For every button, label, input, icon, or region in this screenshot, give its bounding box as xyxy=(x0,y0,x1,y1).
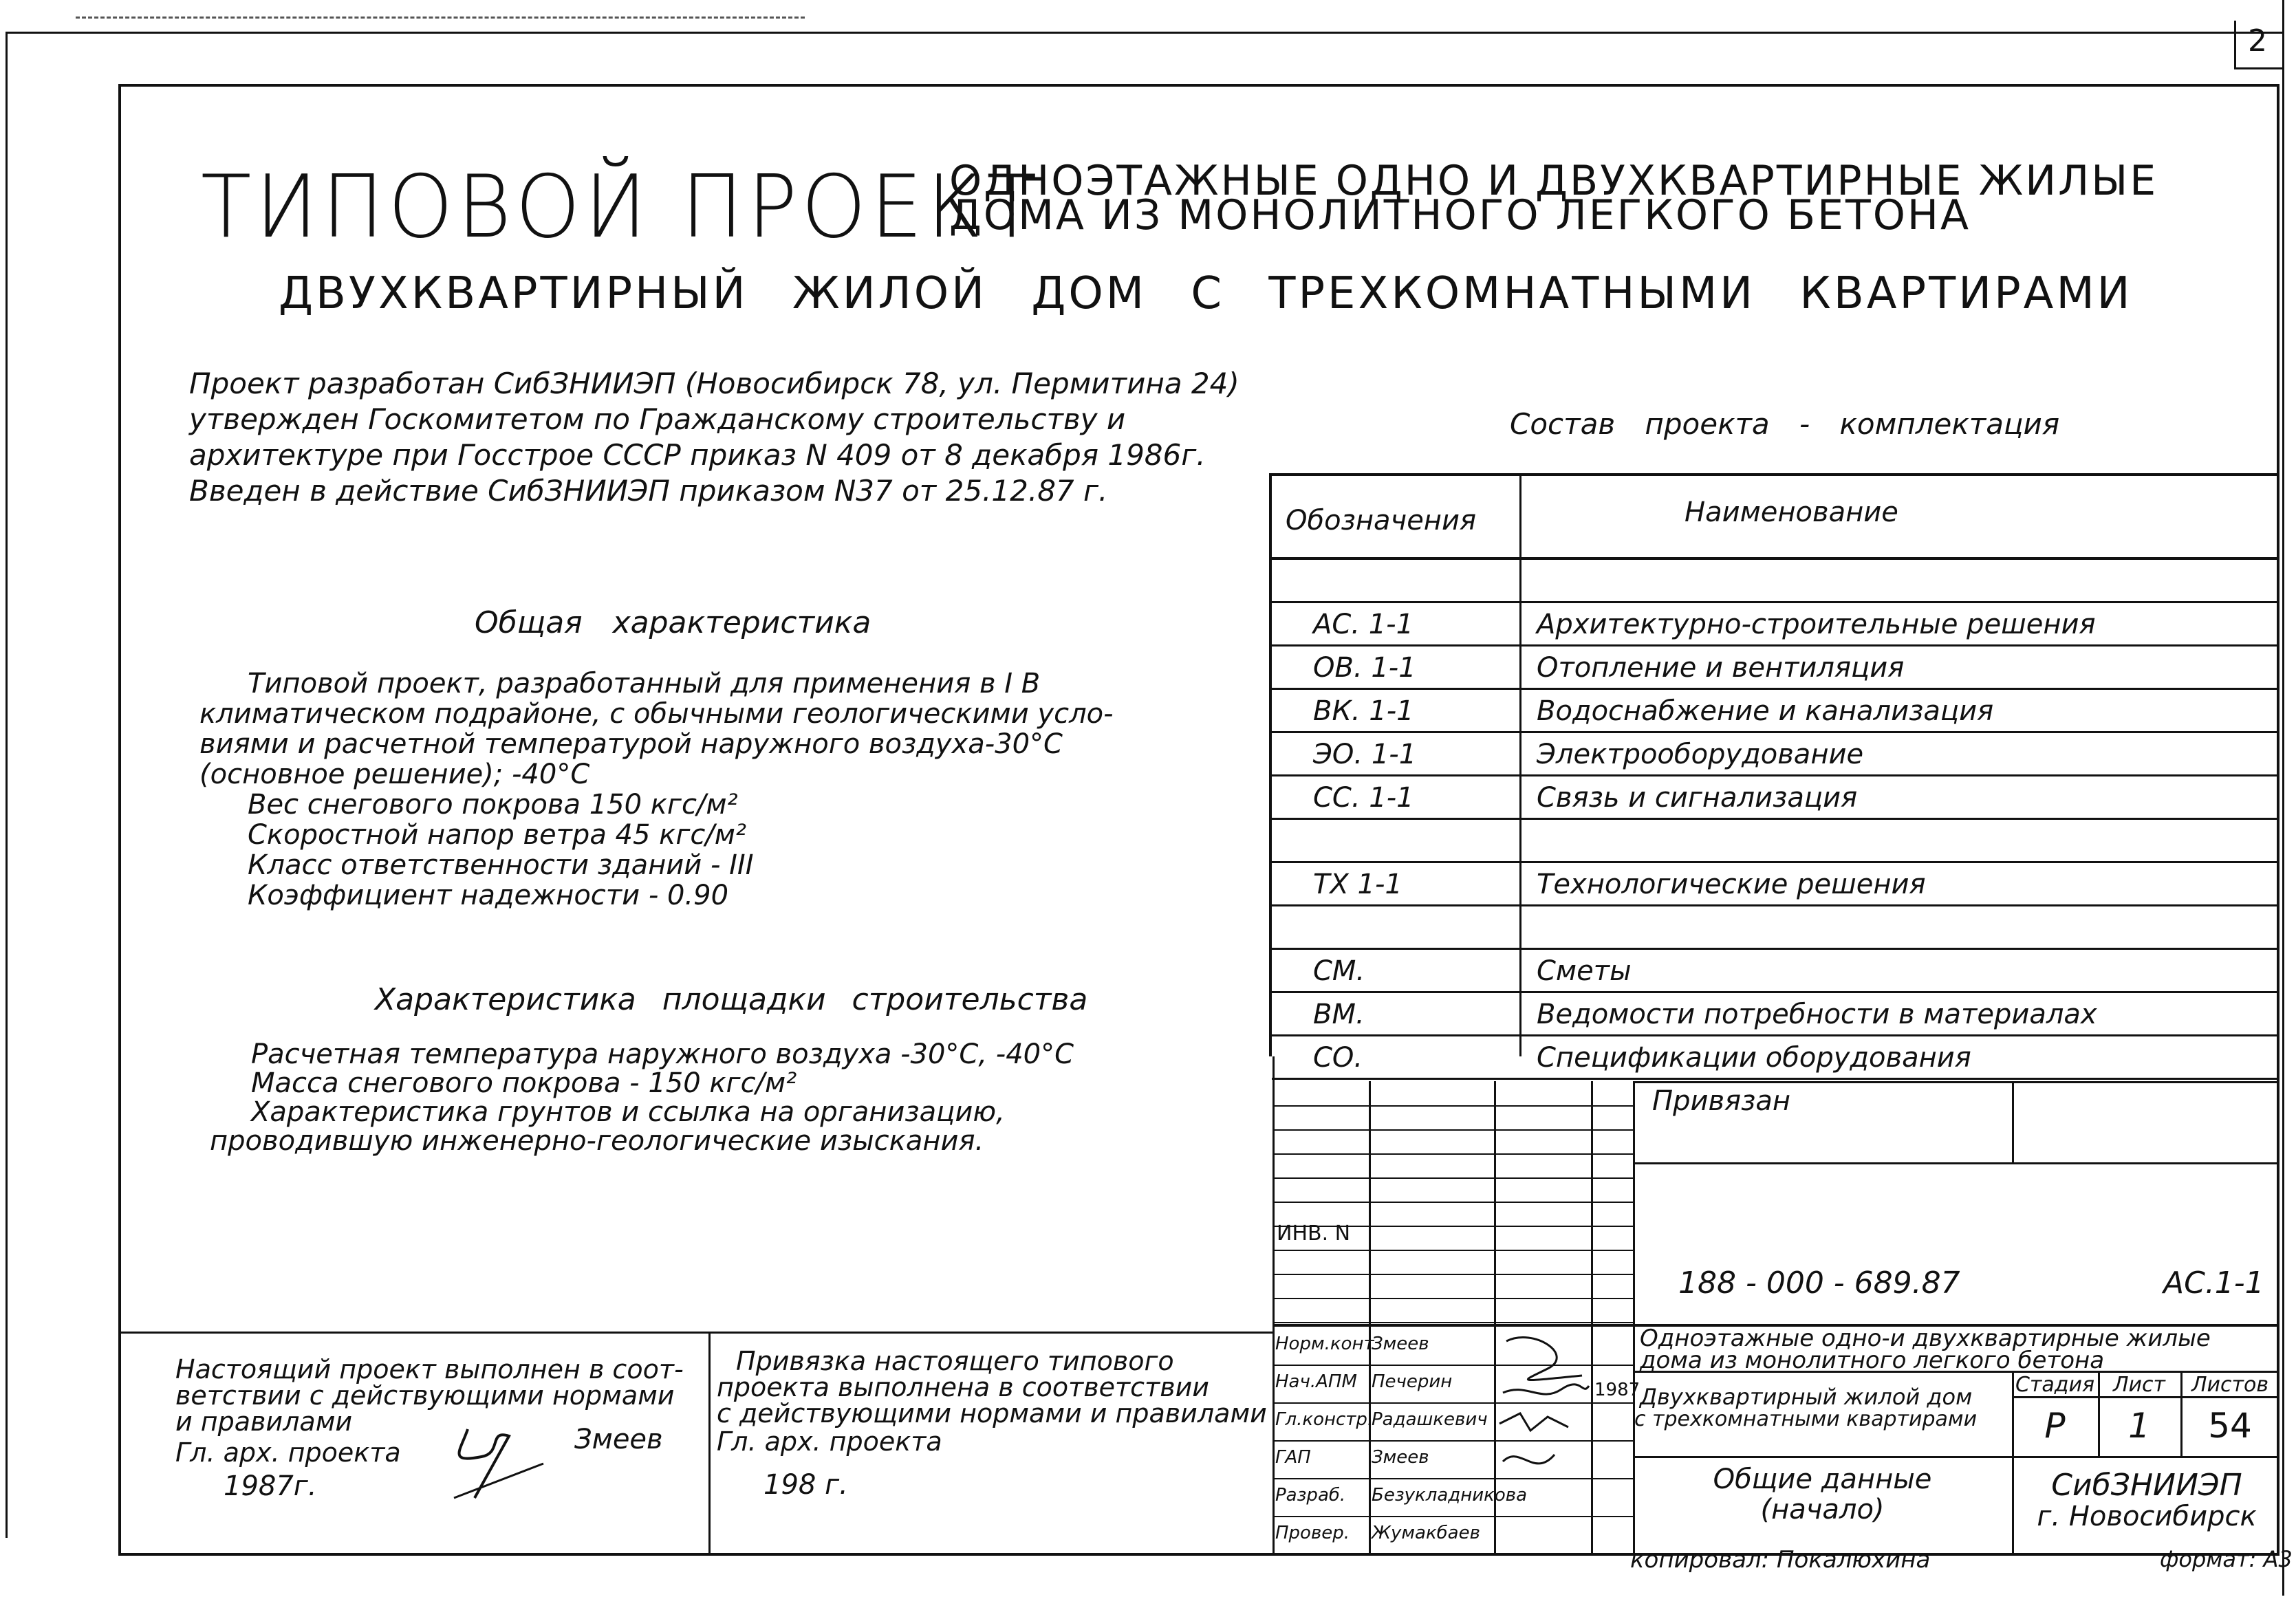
stamp-grid-line xyxy=(1272,1202,1633,1203)
title-label: ТИПОВОЙ ПРОЕКТ xyxy=(201,157,1041,258)
signer-name: Змеев xyxy=(1372,1447,1429,1468)
signer-name: Радашкевич xyxy=(1372,1409,1488,1430)
binding-line: с действующими нормами и правилами xyxy=(717,1398,1267,1428)
stamp-row xyxy=(1633,1456,2279,1458)
signature-mark xyxy=(459,1429,510,1498)
row-name: Отопление и вентиляция xyxy=(1537,652,1905,684)
signer-role: Провер. xyxy=(1275,1523,1350,1543)
stage-label: Стадия xyxy=(2015,1373,2095,1397)
sheet-name-line1: Общие данные xyxy=(1713,1464,1932,1495)
general-block xyxy=(199,669,1114,911)
table-row xyxy=(1272,993,2279,1036)
table-row xyxy=(1272,863,2279,906)
site-line: Расчетная температура наружного воздуха -30°С, -40°С xyxy=(251,1039,1074,1070)
compliance-year: 1987г. xyxy=(224,1470,317,1502)
table-row xyxy=(1272,1036,2279,1080)
row-code: СС. 1-1 xyxy=(1313,782,1414,814)
general-line: Скоростной напор ветра 45 кгс/м² xyxy=(248,819,747,851)
row-code: АС. 1-1 xyxy=(1313,609,1414,640)
col-code-header: Обозначения xyxy=(1286,505,1477,536)
signature-mark xyxy=(454,1464,543,1498)
binding-block xyxy=(717,1348,1267,1457)
stage-value: Р xyxy=(2044,1406,2066,1446)
binding-role: Гл. арх. проекта xyxy=(717,1426,942,1457)
sheet-label: Лист xyxy=(2112,1373,2166,1397)
signer-role: Норм.конт xyxy=(1275,1334,1374,1354)
site-heading: Характеристика площадки строительства xyxy=(375,982,1088,1017)
general-heading: Общая характеристика xyxy=(475,605,871,640)
stamp-grid-line xyxy=(1272,1177,1633,1179)
site-line: проводившую инженерно-геологические изыскания. xyxy=(210,1125,984,1157)
title-line1: ОДНОЭТАЖНЫЕ ОДНО И ДВУХКВАРТИРНЫЕ ЖИЛЫЕ xyxy=(949,157,2158,205)
sheet-value: 1 xyxy=(2128,1406,2150,1446)
table-row xyxy=(1272,906,2279,950)
intro-line: Проект разработан СибЗНИИЭП (Новосибирск 78, ул. Пермитина 24) xyxy=(189,367,1239,400)
inv-label: ИНВ. N xyxy=(1277,1221,1351,1246)
compliance-role: Гл. арх. проекта xyxy=(175,1437,401,1468)
outer-border-left xyxy=(6,32,8,1538)
project-line1: Одноэтажные одно-и двухквартирные жилые xyxy=(1640,1325,2211,1352)
signer-name: Безукладникова xyxy=(1372,1485,1528,1506)
signature-scribbles xyxy=(1493,1327,1596,1492)
title-line2: ДОМА ИЗ МОНОЛИТНОГО ЛЕГКОГО БЕТОНА xyxy=(949,191,1971,239)
table-row xyxy=(1272,690,2279,733)
compliance-line: ветствии с действующими нормами xyxy=(175,1380,675,1411)
general-line: виями и расчетной температурой наружного воздуха-30°С xyxy=(199,728,1063,760)
row-name: Спецификации оборудования xyxy=(1537,1042,1971,1074)
signer-name: Змеев xyxy=(1372,1334,1429,1354)
trim-dashed-line xyxy=(76,17,805,19)
row-name: Сметы xyxy=(1537,955,1632,987)
row-code: ВК. 1-1 xyxy=(1313,695,1414,727)
row-code: ОВ. 1-1 xyxy=(1313,652,1416,684)
signer-role: Гл.констр. xyxy=(1275,1409,1374,1430)
house-line1: Двухквартирный жилой дом xyxy=(1640,1384,1973,1410)
stamp-grid-line xyxy=(1272,1274,1633,1275)
outer-border-right xyxy=(2282,0,2284,1596)
table-row xyxy=(1272,950,2279,993)
row-code: СМ. xyxy=(1313,955,1365,987)
intro-line: утвержден Госкомитетом по Гражданскому строительству и xyxy=(189,402,1126,436)
bound-box-bottom xyxy=(1633,1162,2279,1164)
composition-rows xyxy=(1272,560,2279,1074)
sheets-value: 54 xyxy=(2208,1406,2252,1446)
signer-name: Печерин xyxy=(1372,1371,1453,1392)
signature-mark xyxy=(1503,1384,1589,1394)
doc-code: АС.1-1 xyxy=(2163,1265,2264,1301)
stamp-grid-line xyxy=(1272,1129,1633,1131)
table-row xyxy=(1272,820,2279,863)
org-line2: г. Новосибирск xyxy=(2037,1501,2257,1532)
general-line: климатическом подрайоне, с обычными геологическими усло- xyxy=(199,698,1114,730)
row-code: ТХ 1-1 xyxy=(1313,869,1402,900)
general-line: Коэффициент надежности - 0.90 xyxy=(248,880,729,911)
row-name: Ведомости потребности в материалах xyxy=(1537,999,2097,1030)
stamp-grid-line xyxy=(1272,1250,1633,1251)
org-line1: СибЗНИИЭП xyxy=(2051,1468,2242,1503)
row-name: Электрооборудование xyxy=(1537,739,1864,770)
bottom-block-divider xyxy=(708,1332,711,1556)
doc-number: 188 - 000 - 689.87 xyxy=(1678,1265,1960,1301)
format-label: формат: А3 xyxy=(2160,1546,2293,1572)
sheet-number: 2 xyxy=(2248,23,2267,58)
stamp-grid-line xyxy=(1272,1298,1633,1299)
composition-heading: Состав проекта - комплектация xyxy=(1510,407,2060,441)
house-line2: с трехкомнатными квартирами xyxy=(1634,1407,1978,1431)
stamp-grid-line xyxy=(1272,1105,1633,1107)
signer-name: Жумакбаев xyxy=(1372,1523,1480,1543)
subtitle: ДВУХКВАРТИРНЫЙ ЖИЛОЙ ДОМ С ТРЕХКОМНАТНЫМИ КВАРТИРАМИ xyxy=(279,268,2133,319)
table-row xyxy=(1272,647,2279,690)
row-name: Связь и сигнализация xyxy=(1537,782,1858,814)
row-name: Архитектурно-строительные решения xyxy=(1537,609,2096,640)
table-row xyxy=(1272,560,2279,603)
table-row xyxy=(1272,733,2279,776)
signature-mark xyxy=(1503,1455,1555,1464)
project-line2: дома из монолитного легкого бетона xyxy=(1640,1347,2105,1374)
signer-row-line xyxy=(1272,1516,1633,1517)
col-name-header: Наименование xyxy=(1685,497,1898,528)
signature-mark xyxy=(1506,1338,1582,1380)
row-name: Технологические решения xyxy=(1537,869,1926,900)
table-row xyxy=(1272,776,2279,820)
site-block xyxy=(210,1040,1074,1155)
site-line: Масса снегового покрова - 150 кгс/м² xyxy=(251,1067,797,1099)
compliance-line: и правилами xyxy=(175,1406,353,1437)
row-name: Водоснабжение и канализация xyxy=(1537,695,1994,727)
composition-table xyxy=(1269,473,2279,1074)
signer-role: Разраб. xyxy=(1275,1485,1346,1506)
row-code: СО. xyxy=(1313,1042,1363,1074)
general-line: (основное решение); -40°С xyxy=(199,759,590,790)
signer-role: ГАП xyxy=(1275,1447,1311,1468)
signer-role: Нач.АПМ xyxy=(1275,1371,1357,1392)
stamp-grid-line xyxy=(1272,1322,1633,1323)
row-code: ЭО. 1-1 xyxy=(1313,739,1417,770)
binding-line: Привязка настоящего типового xyxy=(736,1346,1174,1376)
bound-box-divider xyxy=(2012,1081,2014,1164)
site-line: Характеристика грунтов и ссылка на организацию, xyxy=(251,1096,1005,1128)
bottom-block-top xyxy=(121,1332,1272,1334)
outer-border-top xyxy=(6,32,2282,34)
general-line: Класс ответственности зданий - III xyxy=(248,849,754,881)
intro-line: архитектуре при Госстрое СССР приказ N 409 от 8 декабря 1986г. xyxy=(189,438,1206,472)
binding-year: 198 г. xyxy=(763,1469,848,1501)
table-row xyxy=(1272,603,2279,647)
intro-block xyxy=(189,366,1239,509)
signature-mark xyxy=(1499,1413,1568,1431)
sheets-label: Листов xyxy=(2191,1373,2269,1397)
bound-box-top xyxy=(1633,1081,2279,1083)
stamp-grid-line xyxy=(1272,1153,1633,1155)
compliance-name: Змеев xyxy=(574,1424,663,1455)
bound-label: Привязан xyxy=(1652,1085,1791,1117)
year-mark: 1987 xyxy=(1594,1380,1640,1400)
copied-by: копировал: Покалюхина xyxy=(1630,1546,1931,1574)
compliance-line: Настоящий проект выполнен в соот- xyxy=(175,1354,684,1384)
sheet-name-line2: (начало) xyxy=(1760,1494,1885,1525)
signer-row-line xyxy=(1272,1554,1633,1555)
compliance-signature xyxy=(440,1422,550,1505)
intro-line: Введен в действие СибЗНИИЭП приказом N37 от 25.12.87 г. xyxy=(189,474,1108,508)
row-code: ВМ. xyxy=(1313,999,1365,1030)
general-line: Вес снегового покрова 150 кгс/м² xyxy=(248,789,738,821)
general-line: Типовой проект, разработанный для применения в I В xyxy=(248,668,1041,699)
binding-line: проекта выполнена в соответствии xyxy=(717,1372,1209,1402)
